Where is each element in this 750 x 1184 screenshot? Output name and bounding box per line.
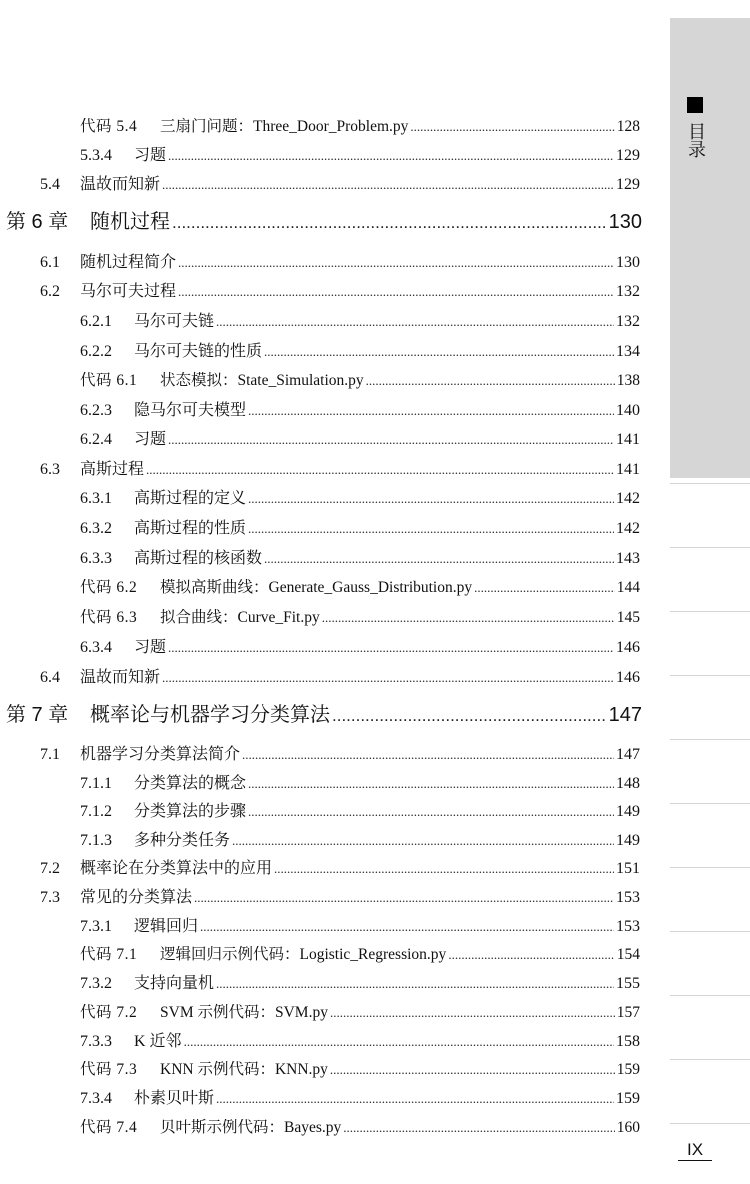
toc-entry-title: 常见的分类算法 <box>80 889 193 906</box>
toc-entry-number: 7.2 <box>40 860 60 877</box>
toc-entry-page: 159 <box>616 1090 640 1107</box>
toc-entry-number: 第 6 章 <box>6 211 69 233</box>
toc-entry-number: 代码 7.3 <box>80 1061 138 1078</box>
toc-entry-number: 6.3.4 <box>80 639 112 656</box>
dot-leader <box>184 1031 614 1053</box>
toc-entry-title: 随机过程简介 <box>80 254 177 271</box>
toc-entry-page: 138 <box>616 372 640 389</box>
toc-entry[interactable] <box>80 488 640 510</box>
toc-entry[interactable] <box>80 145 640 167</box>
toc-entry-title: 习题 <box>134 639 167 656</box>
toc-entry-number: 7.3.3 <box>80 1033 112 1050</box>
toc-entry-number: 6.4 <box>40 669 60 686</box>
toc-code-entry[interactable] <box>80 116 640 138</box>
dot-leader <box>330 1059 615 1081</box>
toc-code-entry[interactable] <box>80 370 640 392</box>
toc-code-entry[interactable] <box>80 944 640 966</box>
toc-entry-number: 7.1 <box>40 746 60 763</box>
toc-entry-number: 代码 7.2 <box>80 1004 138 1021</box>
dot-leader <box>264 548 614 570</box>
dot-leader <box>248 488 614 510</box>
toc-entry-page: 154 <box>616 946 640 963</box>
toc-entry-title: 马尔可夫链 <box>134 313 215 330</box>
toc-entry-number: 7.3 <box>40 889 60 906</box>
toc-entry-number: 代码 7.1 <box>80 946 138 963</box>
toc-code-entry[interactable] <box>80 607 640 629</box>
toc-entry[interactable] <box>80 916 640 938</box>
toc-entry[interactable] <box>80 518 640 540</box>
toc-entry[interactable] <box>80 773 640 795</box>
dot-leader <box>216 1088 614 1110</box>
toc-entry-page: 144 <box>616 579 640 596</box>
toc-entry-page: 160 <box>616 1119 640 1136</box>
toc-entry-title: 马尔可夫链的性质 <box>134 343 263 360</box>
dot-leader <box>178 252 614 274</box>
toc-entry-page: 155 <box>616 975 640 992</box>
toc-entry-page: 157 <box>616 1004 640 1021</box>
toc-entry-title: K 近邻 <box>134 1033 182 1050</box>
dot-leader <box>332 702 607 730</box>
toc-entry-page: 153 <box>616 918 640 935</box>
toc-entry-title: 隐马尔可夫模型 <box>134 402 247 419</box>
toc-entry-page: 148 <box>616 775 640 792</box>
toc-entry-number: 代码 5.4 <box>80 118 138 135</box>
dot-leader <box>474 577 615 599</box>
toc-chapter-entry[interactable] <box>6 701 642 730</box>
toc-entry-title: SVM 示例代码：SVM.py <box>160 1004 328 1021</box>
toc-entry[interactable] <box>80 341 640 363</box>
toc-entry[interactable] <box>80 429 640 451</box>
toc-entry[interactable] <box>40 887 640 909</box>
toc-code-entry[interactable] <box>80 1117 640 1139</box>
dot-leader <box>200 916 614 938</box>
toc-entry[interactable] <box>40 744 640 766</box>
dot-leader <box>366 370 615 392</box>
toc-entry-number: 代码 7.4 <box>80 1119 138 1136</box>
toc-entry[interactable] <box>40 174 640 196</box>
toc-entry-page: 142 <box>616 490 640 507</box>
toc-entry-number: 6.2 <box>40 283 60 300</box>
toc-entry-page: 147 <box>608 704 642 726</box>
toc-entry-page: 132 <box>616 313 640 330</box>
dot-leader <box>232 830 614 852</box>
toc-entry-number: 6.3.1 <box>80 490 112 507</box>
dot-leader <box>448 944 614 966</box>
toc-entry-page: 132 <box>616 283 640 300</box>
dot-leader <box>274 858 614 880</box>
toc-entry[interactable] <box>80 637 640 659</box>
toc-entry-number: 6.2.4 <box>80 431 112 448</box>
toc-entry[interactable] <box>80 801 640 823</box>
dot-leader <box>168 637 614 659</box>
toc-entry-page: 129 <box>616 176 640 193</box>
toc-entry-page: 140 <box>616 402 640 419</box>
toc-entry-page: 128 <box>616 118 640 135</box>
dot-leader <box>330 1002 615 1024</box>
toc-entry-title: 分类算法的步骤 <box>134 803 247 820</box>
dot-leader <box>410 116 614 138</box>
dot-leader <box>242 744 614 766</box>
toc-chapter-entry[interactable] <box>6 208 642 237</box>
toc-entry[interactable] <box>80 1031 640 1053</box>
toc-entry[interactable] <box>40 252 640 274</box>
toc-entry-title: 习题 <box>134 431 167 448</box>
page-number: IX <box>678 1140 712 1161</box>
dot-leader <box>168 429 614 451</box>
toc-entry-title: 状态模拟：State_Simulation.py <box>160 372 364 389</box>
toc-entry-title: 高斯过程的性质 <box>134 520 247 537</box>
toc-entry-title: 习题 <box>134 147 167 164</box>
toc-code-entry[interactable] <box>80 577 640 599</box>
toc-entry-page: 129 <box>616 147 640 164</box>
dot-leader <box>194 887 614 909</box>
toc-entry-number: 代码 6.1 <box>80 372 138 389</box>
toc-entry[interactable] <box>40 459 640 481</box>
toc-code-entry[interactable] <box>80 1002 640 1024</box>
toc-entry-page: 141 <box>616 461 640 478</box>
toc-entry-page: 146 <box>616 639 640 656</box>
toc-entry-page: 153 <box>616 889 640 906</box>
toc-entry-title: 支持向量机 <box>134 975 215 992</box>
toc-entry-title: 马尔可夫过程 <box>80 283 177 300</box>
toc-code-entry[interactable] <box>80 1059 640 1081</box>
toc-entry-number: 代码 6.2 <box>80 579 138 596</box>
toc-entry-title: 拟合曲线：Curve_Fit.py <box>160 609 320 626</box>
toc-entry-number: 6.2.3 <box>80 402 112 419</box>
toc-entry-page: 149 <box>616 803 640 820</box>
toc-entry-page: 149 <box>616 832 640 849</box>
toc-entry-page: 147 <box>616 746 640 763</box>
dot-leader <box>146 459 614 481</box>
dot-leader <box>162 667 614 689</box>
dot-leader <box>248 773 614 795</box>
toc-entry-page: 130 <box>608 211 642 233</box>
toc-entry-number: 7.1.1 <box>80 775 112 792</box>
toc-entry-page: 130 <box>616 254 640 271</box>
toc-entry[interactable] <box>80 400 640 422</box>
toc-entry-number: 7.3.4 <box>80 1090 112 1107</box>
toc-entry-number: 7.1.3 <box>80 832 112 849</box>
toc-entry-page: 142 <box>616 520 640 537</box>
toc-entry-title: 温故而知新 <box>80 669 161 686</box>
toc-entry-page: 146 <box>616 669 640 686</box>
toc-entry-page: 143 <box>616 550 640 567</box>
toc-entry-number: 代码 6.3 <box>80 609 138 626</box>
dot-leader <box>216 311 614 333</box>
toc-entry-number: 7.1.2 <box>80 803 112 820</box>
toc-entry[interactable] <box>40 281 640 303</box>
toc-entry[interactable] <box>40 858 640 880</box>
dot-leader <box>343 1117 614 1139</box>
toc-entry[interactable] <box>80 1088 640 1110</box>
toc-entry-number: 6.3 <box>40 461 60 478</box>
toc-entry-title: 高斯过程 <box>80 461 145 478</box>
toc-entry-title: 机器学习分类算法简介 <box>80 746 241 763</box>
toc-entry[interactable] <box>80 311 640 333</box>
dot-leader <box>172 209 607 237</box>
toc-entry-title: 概率论与机器学习分类算法 <box>90 704 330 726</box>
toc-entry-number: 7.3.1 <box>80 918 112 935</box>
toc-entry[interactable] <box>80 548 640 570</box>
dot-leader <box>216 973 614 995</box>
toc-entry-title: 高斯过程的核函数 <box>134 550 263 567</box>
toc-entry-title: 多种分类任务 <box>134 832 231 849</box>
toc-entry-number: 7.3.2 <box>80 975 112 992</box>
dot-leader <box>264 341 614 363</box>
toc-entry-number: 6.2.2 <box>80 343 112 360</box>
toc-entry-page: 141 <box>616 431 640 448</box>
toc-entry-title: 三扇门问题：Three_Door_Problem.py <box>160 118 409 135</box>
toc-entry-page: 134 <box>616 343 640 360</box>
dot-leader <box>248 400 614 422</box>
toc-entry-page: 151 <box>616 860 640 877</box>
toc-entry-title: 随机过程 <box>90 211 170 233</box>
dot-leader <box>248 801 614 823</box>
dot-leader <box>322 607 615 629</box>
toc-entry-title: 温故而知新 <box>80 176 161 193</box>
toc-entry-page: 158 <box>616 1033 640 1050</box>
toc-entry-number: 5.4 <box>40 176 60 193</box>
toc-entry-number: 6.3.3 <box>80 550 112 567</box>
toc-entry-title: 逻辑回归 <box>134 918 199 935</box>
toc-entry-number: 6.1 <box>40 254 60 271</box>
toc-entry-title: 朴素贝叶斯 <box>134 1090 215 1107</box>
toc-entry-title: 逻辑回归示例代码：Logistic_Regression.py <box>160 946 447 963</box>
toc-entry-title: KNN 示例代码：KNN.py <box>160 1061 328 1078</box>
toc-entry-title: 概率论在分类算法中的应用 <box>80 860 273 877</box>
toc-entry[interactable] <box>80 973 640 995</box>
toc-entry-title: 贝叶斯示例代码：Bayes.py <box>160 1119 342 1136</box>
toc-entry-page: 145 <box>616 609 640 626</box>
toc-entry[interactable] <box>80 830 640 852</box>
dot-leader <box>248 518 614 540</box>
toc-entry-page: 159 <box>616 1061 640 1078</box>
side-tab-label: 目录 <box>685 122 706 158</box>
toc-entry-title: 高斯过程的定义 <box>134 490 247 507</box>
toc-entry-number: 5.3.4 <box>80 147 112 164</box>
toc-entry[interactable] <box>40 667 640 689</box>
toc-entry-number: 第 7 章 <box>6 704 69 726</box>
toc-entry-number: 6.3.2 <box>80 520 112 537</box>
dot-leader <box>168 145 614 167</box>
toc-entry-number: 6.2.1 <box>80 313 112 330</box>
dot-leader <box>178 281 614 303</box>
dot-leader <box>162 174 614 196</box>
toc-entry-title: 分类算法的概念 <box>134 775 247 792</box>
toc-entry-title: 模拟高斯曲线：Generate_Gauss_Distribution.py <box>160 579 473 596</box>
